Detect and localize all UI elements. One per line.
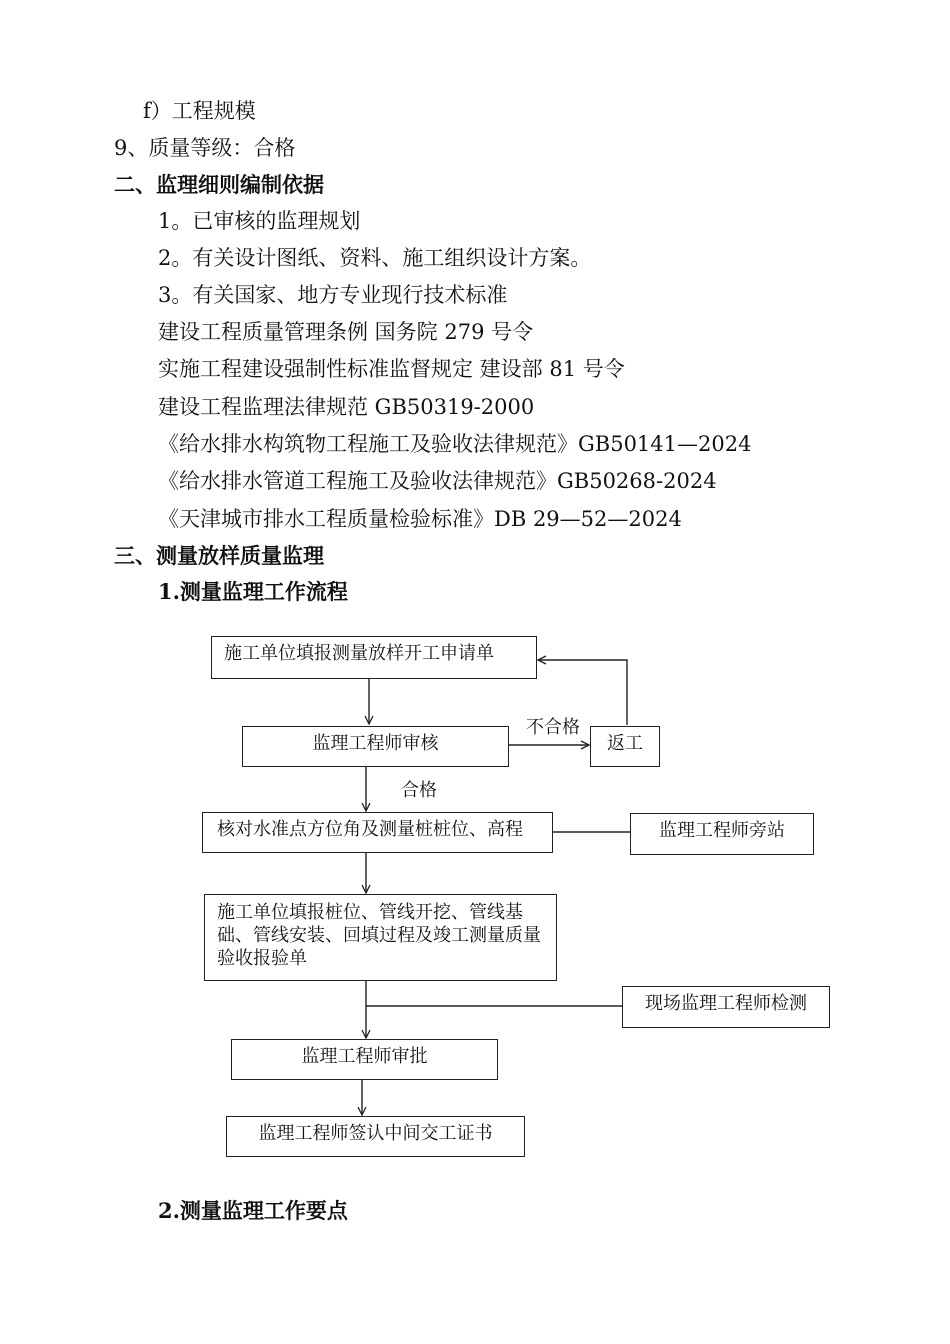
text-line-standard-2: 实施工程建设强制性标准监督规定 建设部 81 号令 — [158, 357, 625, 381]
flow-box-side-station: 监理工程师旁站 — [630, 813, 814, 855]
text-line-standard-5: 《给水排水管道工程施工及验收法律规范》GB50268-2024 — [158, 469, 717, 493]
text-line-basis-1: 1。已审核的监理规划 — [158, 209, 361, 233]
subheading-key-points: 2.测量监理工作要点 — [158, 1198, 348, 1223]
text-line-project-scale: f）工程规模 — [143, 99, 256, 123]
text-line-basis-3: 3。有关国家、地方专业现行技术标准 — [158, 283, 508, 307]
text-line-standard-1: 建设工程质量管理条例 国务院 279 号令 — [158, 320, 534, 344]
flow-box-site-inspect: 现场监理工程师检测 — [622, 986, 830, 1028]
flow-box-review: 监理工程师审核 — [242, 726, 509, 767]
flow-box-apply: 施工单位填报测量放样开工申请单 — [211, 636, 537, 679]
flow-box-approve: 监理工程师审批 — [231, 1039, 498, 1080]
label-fail: 不合格 — [526, 717, 580, 738]
flow-box-report: 施工单位填报桩位、管线开挖、管线基础、管线安装、回填过程及竣工测量质量验收报验单 — [204, 894, 557, 981]
subheading-flow: 1.测量监理工作流程 — [158, 579, 348, 604]
text-line-basis-2: 2。有关设计图纸、资料、施工组织设计方案。 — [158, 246, 592, 270]
flow-box-check: 核对水准点方位角及测量桩桩位、高程 — [202, 812, 553, 853]
text-line-standard-3: 建设工程监理法律规范 GB50319-2000 — [158, 395, 535, 419]
section-heading-3: 三、测量放样质量监理 — [114, 543, 324, 568]
text-line-standard-4: 《给水排水构筑物工程施工及验收法律规范》GB50141—2024 — [158, 432, 752, 456]
label-pass: 合格 — [401, 780, 437, 801]
section-heading-2: 二、监理细则编制依据 — [114, 172, 324, 197]
flow-box-certificate: 监理工程师签认中间交工证书 — [226, 1116, 525, 1157]
text-line-standard-6: 《天津城市排水工程质量检验标准》DB 29—52—2024 — [158, 507, 682, 531]
flow-box-rework: 返工 — [590, 726, 660, 767]
text-line-quality-grade: 9、质量等级：合格 — [114, 136, 296, 160]
